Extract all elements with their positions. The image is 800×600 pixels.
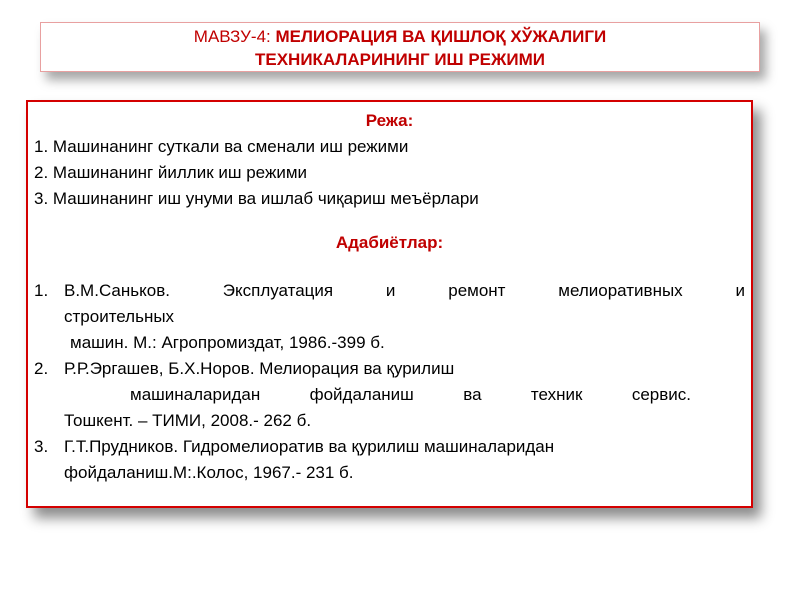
plan-item: 2. Машинанинг йиллик иш режими (34, 163, 307, 182)
reference-item (34, 278, 745, 356)
reference-line: фойдаланиш.М:.Колос, 1967.- 231 б. (64, 463, 354, 482)
plan-heading: Режа: (365, 111, 414, 130)
reference-line: строительных (64, 307, 175, 326)
reference-number: 1. (34, 281, 49, 300)
references-heading: Адабиётлар: (335, 233, 444, 252)
reference-item (34, 356, 745, 434)
reference-line: Тошкент. – ТИМИ, 2008.- 262 б. (64, 411, 312, 430)
topic-prefix: МАВЗУ-4: (193, 27, 276, 46)
reference-line: машиналаридан фойдаланиш ва техник сервис. (130, 385, 691, 404)
plan-item: 1. Машинанинг суткали ва сменали иш режими (34, 137, 409, 156)
reference-number: 2. (34, 359, 49, 378)
reference-number: 3. (34, 437, 49, 456)
topic-title-line-2: ТЕХНИКАЛАРИНИНГ ИШ РЕЖИМИ (255, 50, 545, 69)
topic-title-text-1: МЕЛИОРАЦИЯ ВА ҚИШЛОҚ ХЎЖАЛИГИ (275, 27, 607, 46)
content-box (26, 100, 753, 508)
plan-item: 3. Машинанинг иш унуми ва ишлаб чиқариш меъёрлари (34, 189, 479, 208)
reference-line: Г.Т.Прудников. Гидромелиоратив ва қурилиш машиналаридан (64, 437, 555, 456)
reference-line: Р.Р.Эргашев, Б.Х.Норов. Мелиорация ва қурилиш (64, 359, 455, 378)
topic-title-line-1 (41, 25, 759, 48)
topic-title-box (40, 22, 760, 72)
references-list (34, 278, 745, 486)
reference-line: В.М.Саньков. Эксплуатация и ремонт мелиоративных и (64, 281, 745, 300)
reference-line: машин. М.: Агропромиздат, 1986.-399 б. (70, 333, 385, 352)
reference-item (34, 434, 745, 486)
